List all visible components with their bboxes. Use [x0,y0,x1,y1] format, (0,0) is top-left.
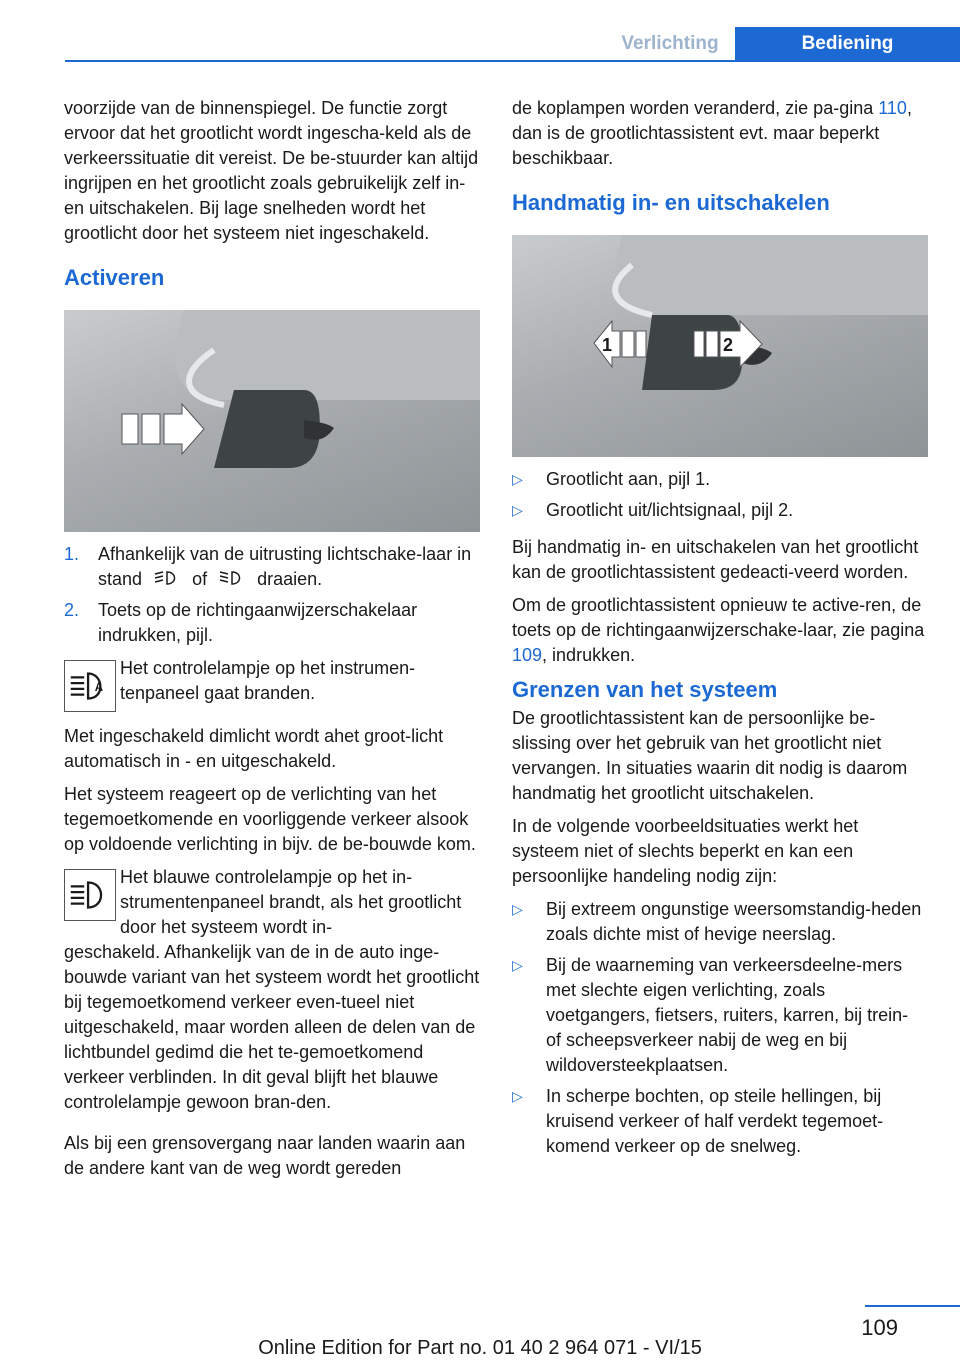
text-run: Om de grootlichtassistent opnieuw te active-ren, de toets op de richtingaanwijzerschake-laar, zie pagina [512,595,925,640]
activate-switch-photo [64,310,480,532]
page-link-109[interactable]: 109 [512,645,543,665]
footer-rule [865,1305,960,1307]
arrow-2-label: 2 [723,335,734,355]
heading-activate: Activeren [64,265,165,290]
list-item [512,1084,928,1159]
paragraph: geschakeld. Afhankelijk van de in de auto inge-bouwde variant van het systeem wordt het grootlicht bij tegemoetkomend verkeer even-tueel niet uitgeschakeld, maar worden alleen de delen van de lichtbundel gedimd die het te-gemoetkomend verkeer verblinden. In dit geval blijft het blauwe controlelampje gewoon bran-den. [64,942,480,1112]
bullet-triangle-icon: ▷ [512,1088,523,1104]
limits-bullets [512,897,928,1159]
paragraph: Als bij een grensovergang naar landen waarin aan de andere kant van de weg wordt gereden [64,1133,466,1178]
indicator-note [64,656,480,716]
page-link-110[interactable]: 110 [878,98,907,118]
paragraph [512,593,928,668]
svg-text:A: A [94,681,104,694]
activate-steps [64,542,480,648]
header-tabs [605,27,960,60]
stalk-illustration [512,235,928,457]
tab-chapter[interactable]: Bediening [735,27,960,60]
paragraph: Bij handmatig in- en uitschakelen van het grootlicht kan de grootlichtassistent gedeacti-veerd worden. [512,537,919,582]
step-text: Toets op de richtingaanwijzerschakelaar indrukken, pijl. [98,600,418,645]
low-beam-icon [218,568,246,588]
stalk-illustration [64,310,480,532]
list-item [64,598,480,648]
list-item [512,467,928,492]
step-text: draaien. [257,569,323,589]
bullet-triangle-icon: ▷ [512,901,523,917]
text-run: , dan is de grootlichtassistent evt. maar beperkt beschikbaar. [512,98,912,168]
manual-switch-photo [512,235,928,457]
tab-section[interactable]: Verlichting [605,27,735,60]
text-run: de koplampen worden veranderd, zie pa-gina [512,98,874,118]
high-beam-note [64,865,480,940]
bullet-text: Grootlicht aan, pijl 1. [546,469,711,489]
bullet-triangle-icon: ▷ [512,471,523,487]
high-beam-assist-indicator-icon [64,660,116,712]
list-item [64,542,480,592]
manual-bullets [512,467,928,523]
left-column [64,96,480,1189]
list-item [512,953,928,1078]
right-column [512,96,928,1167]
auto-headlight-icon [153,568,181,588]
step-text: of [192,569,208,589]
paragraph: De grootlichtassistent kan de persoonlijke be-slissing over het gebruik van het grootlicht niet vervangen. In situaties waarin dit nodig is daarom handmatig het grootlicht uitschakelen. [512,708,908,803]
bullet-text: Bij de waarneming van verkeersdeelne-mers met slechte eigen verlichting, zoals voetgangers, fietsers, ruiters, karren, bij trein- of scheepsverkeer nabij de weg en bij wildoversteekplaatsen. [546,955,909,1075]
bullet-triangle-icon: ▷ [512,957,523,973]
paragraph: Het systeem reageert op de verlichting van het tegemoetkomende en voorliggende verkeer alsook op voldoende verlichting in bijv. de be-bouwde kom. [64,784,476,854]
intro-paragraph: voorzijde van de binnenspiegel. De functie zorgt ervoor dat het grootlicht wordt ingescha-keld als de verkeerssituatie dit vereist. De be-stuurder kan altijd ingrijpen en het grootlicht zoals gebruikelijk zelf in- en uitschakelen. Bij lage snelheden wordt het grootlicht door het systeem niet ingeschakeld. [64,98,479,243]
header-rule [65,60,960,62]
paragraph: Met ingeschakeld dimlicht wordt ahet groot-licht automatisch in - en uitgeschakeld. [64,726,444,771]
note-text: Het blauwe controlelampje op het in-strumentenpaneel brandt, als het grootlicht door het systeem wordt in- [120,867,462,937]
push-arrow [122,404,204,454]
paragraph: In de volgende voorbeeldsituaties werkt het systeem niet of slechts beperkt en kan een persoonlijke handeling nodig zijn: [512,816,859,886]
step-number: 1. [64,544,80,564]
step-text: Afhankelijk van de uitrusting lichtschake-laar in stand [98,544,472,589]
bullet-triangle-icon: ▷ [512,502,523,518]
bullet-text: Bij extreem ongunstige weersomstandig-heden zoals dichte mist of hevige neerslag. [546,899,922,944]
list-item [512,897,928,947]
continuation-paragraph [512,96,928,171]
edition-footer: Online Edition for Part no. 01 40 2 964 071 - VI/15 [258,1337,702,1359]
text-run: , indrukken. [542,645,636,665]
page-number: 109 [861,1315,898,1340]
high-beam-indicator-icon [64,869,116,921]
bullet-text: Grootlicht uit/lichtsignaal, pijl 2. [546,500,794,520]
note-text: Het controlelampje op het instrumen-tenpaneel gaat branden. [120,658,416,703]
heading-manual: Handmatig in- en uitschakelen [512,190,830,215]
arrow-1 [594,321,646,367]
step-number: 2. [64,600,80,620]
bullet-text: In scherpe bochten, op steile hellingen, bij kruisend verkeer of half verdekt tegemoet-komend verkeer op de snelweg. [546,1086,884,1156]
arrow-1-label: 1 [602,335,613,355]
heading-limits: Grenzen van het systeem [512,677,778,702]
list-item [512,498,928,523]
